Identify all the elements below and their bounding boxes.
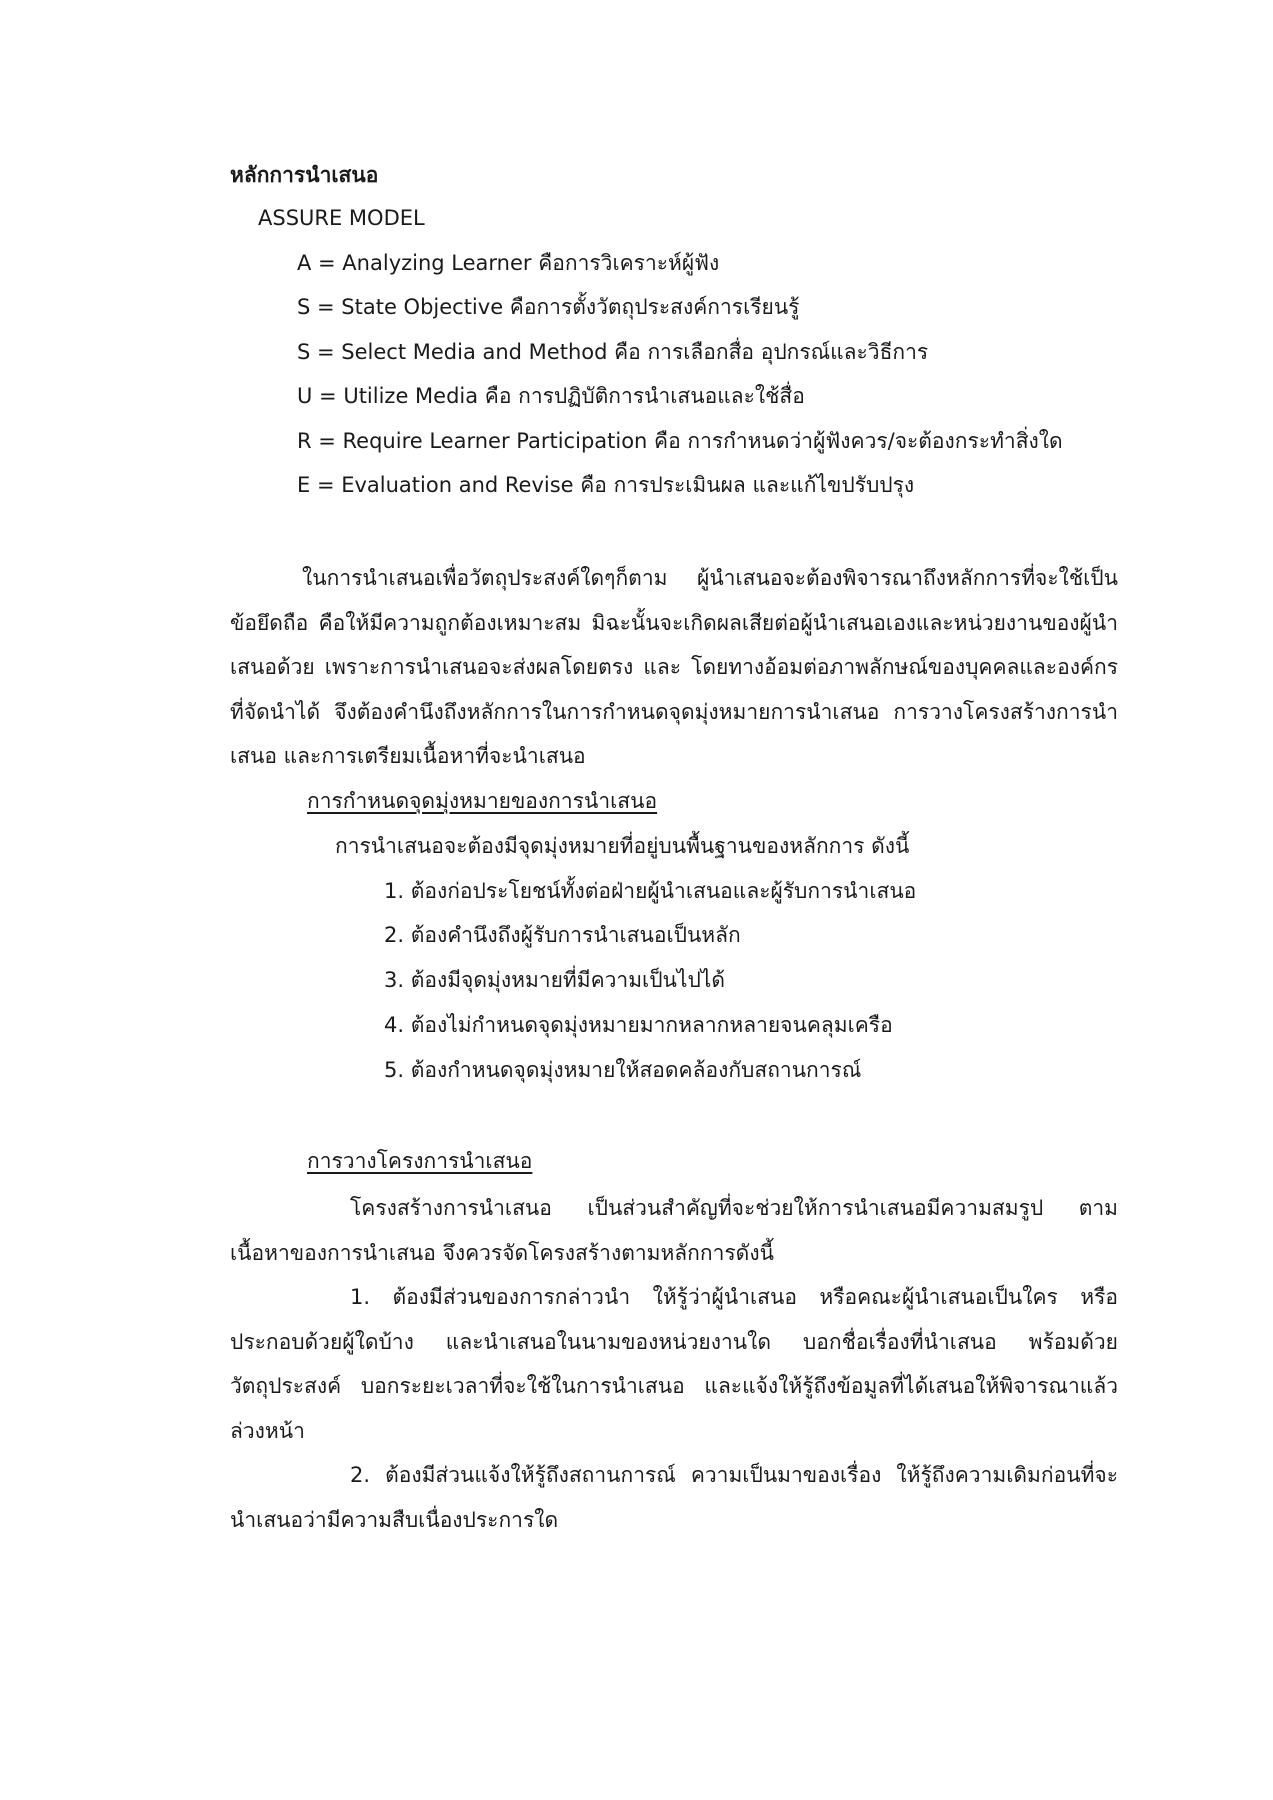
- goals-lead: การนำเสนอจะต้องมีจุดมุ่งหมายที่อยู่บนพื้นฐานของหลักการ ดังนี้: [335, 834, 910, 858]
- structure-lead: โครงสร้างการนำเสนอ เป็นส่วนสำคัญที่จะช่วยให้การนำเสนอมีความสมรูป ตามเนื้อหาของการนำเสนอ จึงควรจัดโครงสร้างตามหลักการดังนี้: [230, 1196, 1118, 1265]
- goals-item-5: 5. ต้องกำหนดจุดมุ่งหมายให้สอดคล้องกับสถานการณ์: [384, 1058, 862, 1082]
- section-title: หลักการนำเสนอ: [230, 163, 379, 187]
- assure-item-e: E = Evaluation and Revise คือ การประเมินผล และแก้ไขปรับปรุง: [297, 473, 915, 497]
- assure-heading: ASSURE MODEL: [258, 206, 425, 230]
- assure-item-s2: S = Select Media and Method คือ การเลือกสื่อ อุปกรณ์และวิธีการ: [297, 340, 929, 364]
- goals-item-4: 4. ต้องไม่กำหนดจุดมุ่งหมายมากหลากหลายจนคลุมเครือ: [384, 1013, 893, 1037]
- assure-item-a: A = Analyzing Learner คือการวิเคราะห์ผู้ฟัง: [297, 251, 720, 275]
- structure-point-2: 2. ต้องมีส่วนแจ้งให้รู้ถึงสถานการณ์ ความเป็นมาของเรื่อง ให้รู้ถึงความเดิมก่อนที่จะนำเสนอว่ามีความสืบเนื่องประการใด: [230, 1463, 1118, 1532]
- goals-item-2: 2. ต้องคำนึงถึงผู้รับการนำเสนอเป็นหลัก: [384, 923, 741, 947]
- assure-item-r: R = Require Learner Participation คือ การกำหนดว่าผู้ฟังควร/จะต้องกระทำสิ่งใด: [297, 429, 1063, 453]
- goals-heading: การกำหนดจุดมุ่งหมายของการนำเสนอ: [307, 789, 658, 813]
- intro-paragraph: ในการนำเสนอเพื่อวัตถุประสงค์ใดๆก็ตาม ผู้นำเสนอจะต้องพิจารณาถึงหลักการที่จะใช้เป็นข้อยึดถือ คือให้มีความถูกต้องเหมาะสม มิฉะนั้นจะเกิดผลเสียต่อผู้นำเสนอเองและหน่วยงานของผู้นำเสนอด้วย เพราะการนำเสนอจะส่งผลโดยตรง และ โดยทางอ้อมต่อภาพลักษณ์ของบุคคลและองค์กรที่จัดนำได้ จึงต้องคำนึงถึงหลักการในการกำหนดจุดมุ่งหมายการนำเสนอ การวางโครงสร้างการนำเสนอ และการเตรียมเนื้อหาที่จะนำเสนอ: [230, 566, 1118, 768]
- structure-heading: การวางโครงการนำเสนอ: [307, 1149, 533, 1173]
- assure-item-u: U = Utilize Media คือ การปฏิบัติการนำเสนอและใช้สื่อ: [297, 384, 805, 408]
- assure-item-s1: S = State Objective คือการตั้งวัตถุประสงค์การเรียนรู้: [297, 295, 800, 319]
- goals-item-3: 3. ต้องมีจุดมุ่งหมายที่มีความเป็นไปได้: [384, 968, 725, 992]
- structure-point-1: 1. ต้องมีส่วนของการกล่าวนำ ให้รู้ว่าผู้นำเสนอ หรือคณะผู้นำเสนอเป็นใคร หรือประกอบด้วยผู้ใดบ้าง และนำเสนอในนามของหน่วยงานใด บอกชื่อเรื่องที่นำเสนอ พร้อมด้วยวัตถุประสงค์ บอกระยะเวลาที่จะใช้ในการนำเสนอ และแจ้งให้รู้ถึงข้อมูลที่ได้เสนอให้พิจารณาแล้วล่วงหน้า: [230, 1285, 1118, 1443]
- goals-item-1: 1. ต้องก่อประโยชน์ทั้งต่อฝ่ายผู้นำเสนอและผู้รับการนำเสนอ: [384, 879, 917, 903]
